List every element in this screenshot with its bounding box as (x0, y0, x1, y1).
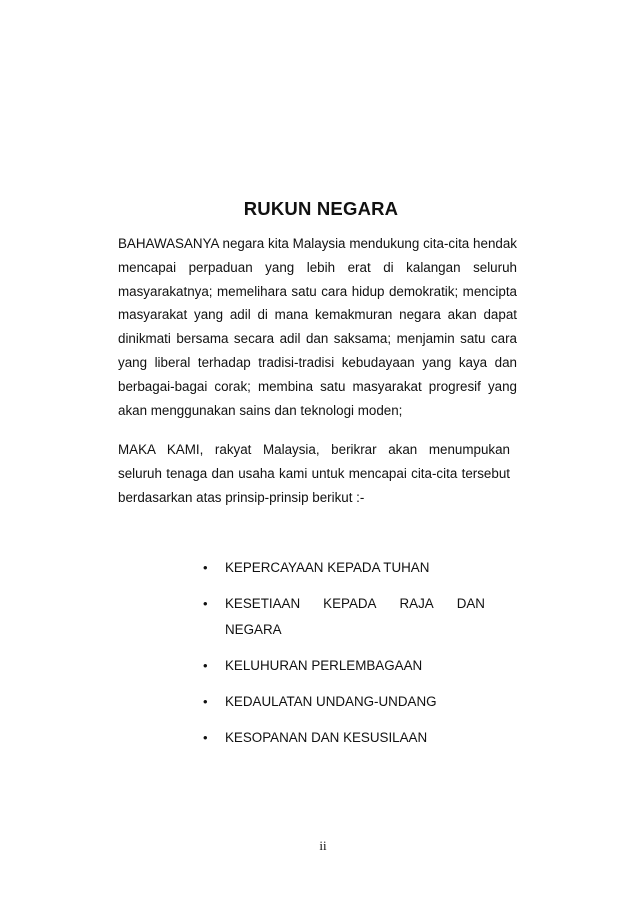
preamble-paragraph: BAHAWASANYA negara kita Malaysia mendukung cita-cita hendak mencapai perpaduan yang lebih erat di kalangan seluruh masyarakatnya; memelihara satu cara hidup demokratik; mencipta masyarakat yang adil di mana kemakmuran negara akan dapat dinikmati bersama secara adil dan saksama; menjamin satu cara yang liberal terhadap tradisi-tradisi kebudayaan yang kaya dan berbagai-bagai corak; membina satu masyarakat progresif yang akan menggunakan sains dan teknologi moden; (118, 236, 517, 418)
list-item (203, 689, 503, 715)
bullet-icon: • (203, 596, 208, 611)
principle-word: KEPADA (323, 596, 377, 611)
pledge-paragraph: MAKA KAMI, rakyat Malaysia, berikrar akan menumpukan seluruh tenaga dan usaha kami untuk mencapai cita-cita tersebut berdasarkan atas prinsip-prinsip berikut :- (118, 442, 510, 505)
principles-list (203, 555, 503, 761)
principle-word: DAN (456, 596, 485, 611)
bullet-icon: • (203, 560, 208, 575)
principle-word: KESETIAAN (225, 596, 301, 611)
list-item (203, 591, 503, 643)
bullet-icon: • (203, 658, 208, 673)
list-item (203, 555, 503, 581)
page-number: ii (319, 838, 327, 853)
page-title: RUKUN NEGARA (243, 198, 399, 219)
principle-text: KEDAULATAN UNDANG-UNDANG (225, 694, 437, 709)
principle-line-2: NEGARA (225, 622, 282, 637)
list-item (203, 725, 503, 751)
bullet-icon: • (203, 730, 208, 745)
list-item (203, 653, 503, 679)
principle-text: KESOPANAN DAN KESUSILAAN (225, 730, 428, 745)
bullet-icon: • (203, 694, 208, 709)
principle-text: KEPERCAYAAN KEPADA TUHAN (225, 560, 430, 575)
principle-text (225, 591, 489, 643)
principle-line-1 (225, 591, 485, 617)
principle-text: KELUHURAN PERLEMBAGAAN (225, 658, 423, 673)
principle-word: RAJA (399, 596, 434, 611)
